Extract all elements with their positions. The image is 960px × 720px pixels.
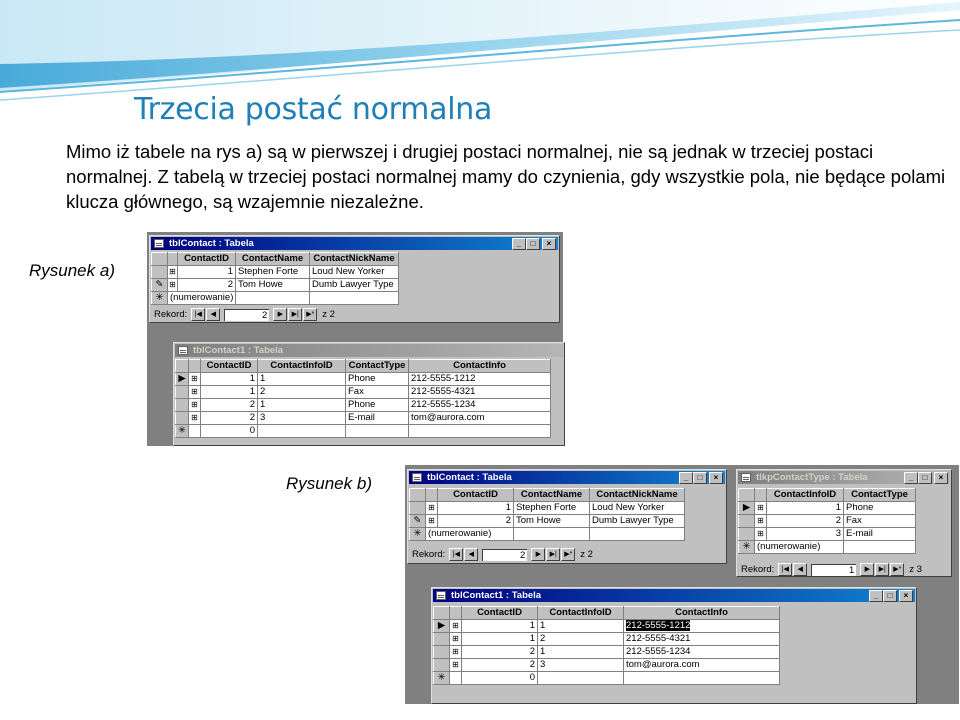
- cell[interactable]: 2: [438, 515, 514, 528]
- expand-icon[interactable]: ⊞: [189, 386, 201, 399]
- fig-b-tlkpcontacttype-titlebar[interactable]: [738, 471, 950, 484]
- cell[interactable]: Loud New Yorker: [590, 502, 685, 515]
- fig-a-tblcontact1-titlebar[interactable]: [175, 344, 563, 357]
- table-row[interactable]: [410, 515, 685, 528]
- new-record-row[interactable]: [152, 292, 399, 305]
- new-record-row[interactable]: [176, 425, 551, 438]
- cell[interactable]: 2: [258, 386, 346, 399]
- cell[interactable]: 2: [201, 412, 258, 425]
- cell[interactable]: 2: [201, 399, 258, 412]
- column-header[interactable]: ContactName: [236, 253, 310, 266]
- table-row[interactable]: [434, 659, 780, 672]
- fig-a-tblcontact-datasheet[interactable]: [151, 252, 399, 305]
- next-record-button[interactable]: ▶: [860, 563, 874, 576]
- cell[interactable]: [346, 425, 409, 438]
- row-selector[interactable]: [434, 646, 450, 659]
- table-row[interactable]: [152, 266, 399, 279]
- column-header[interactable]: ContactType: [844, 489, 916, 502]
- record-number-input[interactable]: 1: [811, 564, 856, 576]
- cell[interactable]: Phone: [346, 399, 409, 412]
- column-header-spacer: [168, 253, 178, 266]
- table-row[interactable]: [176, 399, 551, 412]
- cell[interactable]: 2: [462, 659, 538, 672]
- fig-b-tlkpcontacttype-title: tlkpContactType : Tabela: [756, 472, 868, 483]
- cell[interactable]: [236, 292, 310, 305]
- fig-b-tlkpcontacttype-window[interactable]: [736, 469, 952, 577]
- cell[interactable]: 3: [258, 412, 346, 425]
- column-header[interactable]: ContactID: [462, 607, 538, 620]
- new-record-button[interactable]: ▶*: [890, 563, 904, 576]
- select-all-corner[interactable]: [434, 607, 450, 620]
- record-label: Rekord:: [154, 309, 188, 320]
- first-record-button[interactable]: |◀: [449, 548, 463, 561]
- cell[interactable]: [258, 425, 346, 438]
- fig-a-tblcontact1-title: tblContact1 : Tabela: [193, 345, 284, 356]
- fig-a-tblcontact-window[interactable]: [149, 235, 560, 323]
- column-header[interactable]: ContactID: [201, 360, 258, 373]
- column-header[interactable]: ContactID: [438, 489, 514, 502]
- cell: [450, 672, 462, 685]
- record-total: z 2: [322, 309, 335, 320]
- cell[interactable]: 2: [462, 646, 538, 659]
- pencil-icon[interactable]: ✎: [410, 515, 426, 528]
- caption-figure-a: Rysunek a): [29, 261, 115, 280]
- column-header[interactable]: ContactInfo: [409, 360, 551, 373]
- fig-a-tblcontact1-window[interactable]: [173, 342, 565, 446]
- minimize-button[interactable]: _: [869, 590, 883, 602]
- table-row[interactable]: [434, 620, 780, 633]
- new-record-button[interactable]: ▶*: [561, 548, 575, 561]
- record-number-input[interactable]: 2: [482, 549, 527, 561]
- cell[interactable]: 1: [538, 620, 624, 633]
- column-header[interactable]: ContactInfoID: [258, 360, 346, 373]
- table-row[interactable]: [176, 412, 551, 425]
- record-number-input[interactable]: 2: [224, 309, 269, 321]
- previous-record-button[interactable]: ◀: [464, 548, 478, 561]
- fig-b-lkp-record-navigator: [741, 563, 922, 576]
- last-record-button[interactable]: ▶|: [546, 548, 560, 561]
- new-record-row[interactable]: [434, 672, 780, 685]
- previous-record-button[interactable]: ◀: [793, 563, 807, 576]
- new-record-icon[interactable]: ✳: [152, 292, 168, 305]
- close-button[interactable]: ×: [934, 472, 948, 484]
- fig-a-tblcontact-titlebar[interactable]: [151, 237, 558, 250]
- fig-a-tblcontact1-datasheet[interactable]: [175, 359, 551, 438]
- caption-figure-b: Rysunek b): [286, 474, 372, 493]
- current-record-icon[interactable]: ▶: [434, 620, 450, 633]
- fig-b-tblcontact-window[interactable]: [407, 469, 727, 564]
- table-row[interactable]: [176, 373, 551, 386]
- figure-b-screenshot: [405, 465, 959, 704]
- cell[interactable]: Dumb Lawyer Type: [310, 279, 399, 292]
- column-header-spacer: [755, 489, 767, 502]
- last-record-button[interactable]: ▶|: [288, 308, 302, 321]
- cell[interactable]: Stephen Forte: [236, 266, 310, 279]
- table-window-icon: [436, 591, 446, 600]
- cell[interactable]: 212-5555-1234: [409, 399, 551, 412]
- close-button[interactable]: ×: [899, 590, 913, 602]
- column-header[interactable]: ContactInfoID: [767, 489, 844, 502]
- column-header[interactable]: ContactNickName: [310, 253, 399, 266]
- cell[interactable]: [624, 672, 780, 685]
- cell[interactable]: 2: [178, 279, 236, 292]
- fig-b-tlkpcontacttype-datasheet[interactable]: [738, 488, 916, 554]
- fig-a-record-navigator: [154, 308, 335, 321]
- row-selector[interactable]: [176, 412, 189, 425]
- column-header[interactable]: ContactID: [178, 253, 236, 266]
- table-row[interactable]: [176, 386, 551, 399]
- column-header[interactable]: ContactNickName: [590, 489, 685, 502]
- select-all-corner[interactable]: [176, 360, 189, 373]
- expand-icon[interactable]: ⊞: [189, 412, 201, 425]
- cell[interactable]: 212-5555-1234: [624, 646, 780, 659]
- expand-icon[interactable]: ⊞: [450, 620, 462, 633]
- cell-selected[interactable]: [624, 620, 780, 633]
- column-header[interactable]: ContactInfo: [624, 607, 780, 620]
- maximize-button[interactable]: □: [883, 590, 897, 602]
- column-header-spacer: [450, 607, 462, 620]
- close-button[interactable]: ×: [542, 238, 556, 250]
- figure-a-screenshot: [147, 232, 563, 446]
- fig-b-tblcontact-titlebar[interactable]: [409, 471, 725, 484]
- table-window-icon: [154, 239, 164, 248]
- table-window-icon: [412, 473, 422, 482]
- fig-b-tblcontact1-window[interactable]: [431, 587, 917, 704]
- cell[interactable]: 3: [538, 659, 624, 672]
- row-selector[interactable]: [434, 659, 450, 672]
- cell[interactable]: 1: [462, 633, 538, 646]
- close-button[interactable]: ×: [709, 472, 723, 484]
- fig-b-tblcontact-datasheet[interactable]: [409, 488, 685, 541]
- select-all-corner[interactable]: [739, 489, 755, 502]
- cell[interactable]: Tom Howe: [236, 279, 310, 292]
- cell[interactable]: [538, 672, 624, 685]
- new-record-button[interactable]: ▶*: [303, 308, 317, 321]
- cell[interactable]: [514, 528, 590, 541]
- cell[interactable]: Phone: [346, 373, 409, 386]
- fig-b-tblcontact1-title: tblContact1 : Tabela: [451, 590, 542, 601]
- cell[interactable]: 1: [178, 266, 236, 279]
- first-record-button[interactable]: |◀: [778, 563, 792, 576]
- row-selector[interactable]: [176, 386, 189, 399]
- cell[interactable]: [310, 292, 399, 305]
- expand-icon[interactable]: ⊞: [755, 515, 767, 528]
- slide-title: Trzecia postać normalna: [134, 92, 493, 127]
- cell[interactable]: [590, 528, 685, 541]
- expand-icon[interactable]: ⊞: [755, 502, 767, 515]
- column-header[interactable]: ContactName: [514, 489, 590, 502]
- cell[interactable]: tom@aurora.com: [409, 412, 551, 425]
- cell[interactable]: 1: [767, 502, 844, 515]
- table-row[interactable]: [434, 633, 780, 646]
- cell-default-value[interactable]: 0: [462, 672, 538, 685]
- cell-autonumber[interactable]: (numerowanie): [755, 541, 844, 554]
- select-all-corner[interactable]: [152, 253, 168, 266]
- cell[interactable]: Loud New Yorker: [310, 266, 399, 279]
- new-record-icon[interactable]: ✳: [176, 425, 189, 438]
- next-record-button[interactable]: ▶: [273, 308, 287, 321]
- cell[interactable]: E-mail: [346, 412, 409, 425]
- current-record-icon[interactable]: ▶: [739, 502, 755, 515]
- cell[interactable]: Tom Howe: [514, 515, 590, 528]
- record-label: Rekord:: [412, 549, 446, 560]
- expand-icon[interactable]: ⊞: [168, 266, 178, 279]
- cell[interactable]: Fax: [346, 386, 409, 399]
- cell-autonumber[interactable]: (numerowanie): [426, 528, 514, 541]
- table-row[interactable]: [152, 279, 399, 292]
- maximize-button[interactable]: □: [526, 238, 540, 250]
- fig-b-tblcontact1-titlebar[interactable]: [433, 589, 915, 602]
- expand-icon[interactable]: ⊞: [450, 633, 462, 646]
- cell: [189, 425, 201, 438]
- row-selector[interactable]: [434, 633, 450, 646]
- cell[interactable]: 212-5555-4321: [409, 386, 551, 399]
- table-window-icon: [741, 473, 751, 482]
- cell[interactable]: 2: [538, 633, 624, 646]
- new-record-icon[interactable]: ✳: [410, 528, 426, 541]
- cell[interactable]: 212-5555-4321: [624, 633, 780, 646]
- fig-a-tblcontact-title: tblContact : Tabela: [169, 238, 254, 249]
- expand-icon[interactable]: ⊞: [450, 646, 462, 659]
- table-row[interactable]: [739, 528, 916, 541]
- maximize-button[interactable]: □: [918, 472, 932, 484]
- next-record-button[interactable]: ▶: [531, 548, 545, 561]
- pencil-icon[interactable]: ✎: [152, 279, 168, 292]
- new-record-icon[interactable]: ✳: [434, 672, 450, 685]
- maximize-button[interactable]: □: [693, 472, 707, 484]
- cell[interactable]: 1: [201, 386, 258, 399]
- cell[interactable]: Dumb Lawyer Type: [590, 515, 685, 528]
- cell[interactable]: 1: [258, 373, 346, 386]
- row-selector[interactable]: [739, 528, 755, 541]
- new-record-icon[interactable]: ✳: [739, 541, 755, 554]
- new-record-row[interactable]: [739, 541, 916, 554]
- fig-b-contact-record-navigator: [412, 548, 593, 561]
- cell-autonumber[interactable]: (numerowanie): [168, 292, 236, 305]
- cell[interactable]: 1: [258, 399, 346, 412]
- expand-icon[interactable]: ⊞: [168, 279, 178, 292]
- cell[interactable]: 3: [767, 528, 844, 541]
- new-record-row[interactable]: [410, 528, 685, 541]
- selected-text: 212-5555-1212: [626, 620, 691, 631]
- select-all-corner[interactable]: [410, 489, 426, 502]
- column-header[interactable]: ContactType: [346, 360, 409, 373]
- table-row[interactable]: [434, 646, 780, 659]
- table-window-icon: [178, 346, 188, 355]
- expand-icon[interactable]: ⊞: [755, 528, 767, 541]
- slide-body-text: Mimo iż tabele na rys a) są w pierwszej i drugiej postaci normalnej, nie są jednak w trzeciej postaci normalnej. Z tabelą w trzeciej postaci normalnej mamy do czynienia, gdy wszystkie pola, nie będące polami klucza głównego, są wzajemnie niezależne.: [66, 141, 946, 212]
- expand-icon[interactable]: ⊞: [189, 373, 201, 386]
- expand-icon[interactable]: ⊞: [450, 659, 462, 672]
- row-selector[interactable]: [176, 399, 189, 412]
- table-row[interactable]: [739, 502, 916, 515]
- previous-record-button[interactable]: ◀: [206, 308, 220, 321]
- minimize-button[interactable]: _: [679, 472, 693, 484]
- cell[interactable]: [409, 425, 551, 438]
- cell[interactable]: tom@aurora.com: [624, 659, 780, 672]
- cell[interactable]: 212-5555-1212: [409, 373, 551, 386]
- table-row[interactable]: [739, 515, 916, 528]
- cell[interactable]: 2: [767, 515, 844, 528]
- column-header-spacer: [426, 489, 438, 502]
- expand-icon[interactable]: ⊞: [426, 502, 438, 515]
- cell[interactable]: E-mail: [844, 528, 916, 541]
- record-label: Rekord:: [741, 564, 775, 575]
- last-record-button[interactable]: ▶|: [875, 563, 889, 576]
- column-header-spacer: [189, 360, 201, 373]
- cell[interactable]: 1: [201, 373, 258, 386]
- row-selector[interactable]: [410, 502, 426, 515]
- row-selector[interactable]: [739, 515, 755, 528]
- cell[interactable]: Fax: [844, 515, 916, 528]
- expand-icon[interactable]: ⊞: [426, 515, 438, 528]
- minimize-button[interactable]: _: [904, 472, 918, 484]
- cell[interactable]: Phone: [844, 502, 916, 515]
- record-total: z 3: [909, 564, 922, 575]
- record-total: z 2: [580, 549, 593, 560]
- cell[interactable]: 1: [462, 620, 538, 633]
- expand-icon[interactable]: ⊞: [189, 399, 201, 412]
- first-record-button[interactable]: |◀: [191, 308, 205, 321]
- cell[interactable]: 1: [538, 646, 624, 659]
- minimize-button[interactable]: _: [512, 238, 526, 250]
- table-row[interactable]: [410, 502, 685, 515]
- current-record-icon[interactable]: ▶: [176, 373, 189, 386]
- fig-b-tblcontact1-datasheet[interactable]: [433, 606, 780, 685]
- row-selector[interactable]: [152, 266, 168, 279]
- fig-b-tblcontact-title: tblContact : Tabela: [427, 472, 512, 483]
- column-header[interactable]: ContactInfoID: [538, 607, 624, 620]
- cell[interactable]: Stephen Forte: [514, 502, 590, 515]
- cell[interactable]: 1: [438, 502, 514, 515]
- cell-default-value[interactable]: 0: [201, 425, 258, 438]
- cell[interactable]: [844, 541, 916, 554]
